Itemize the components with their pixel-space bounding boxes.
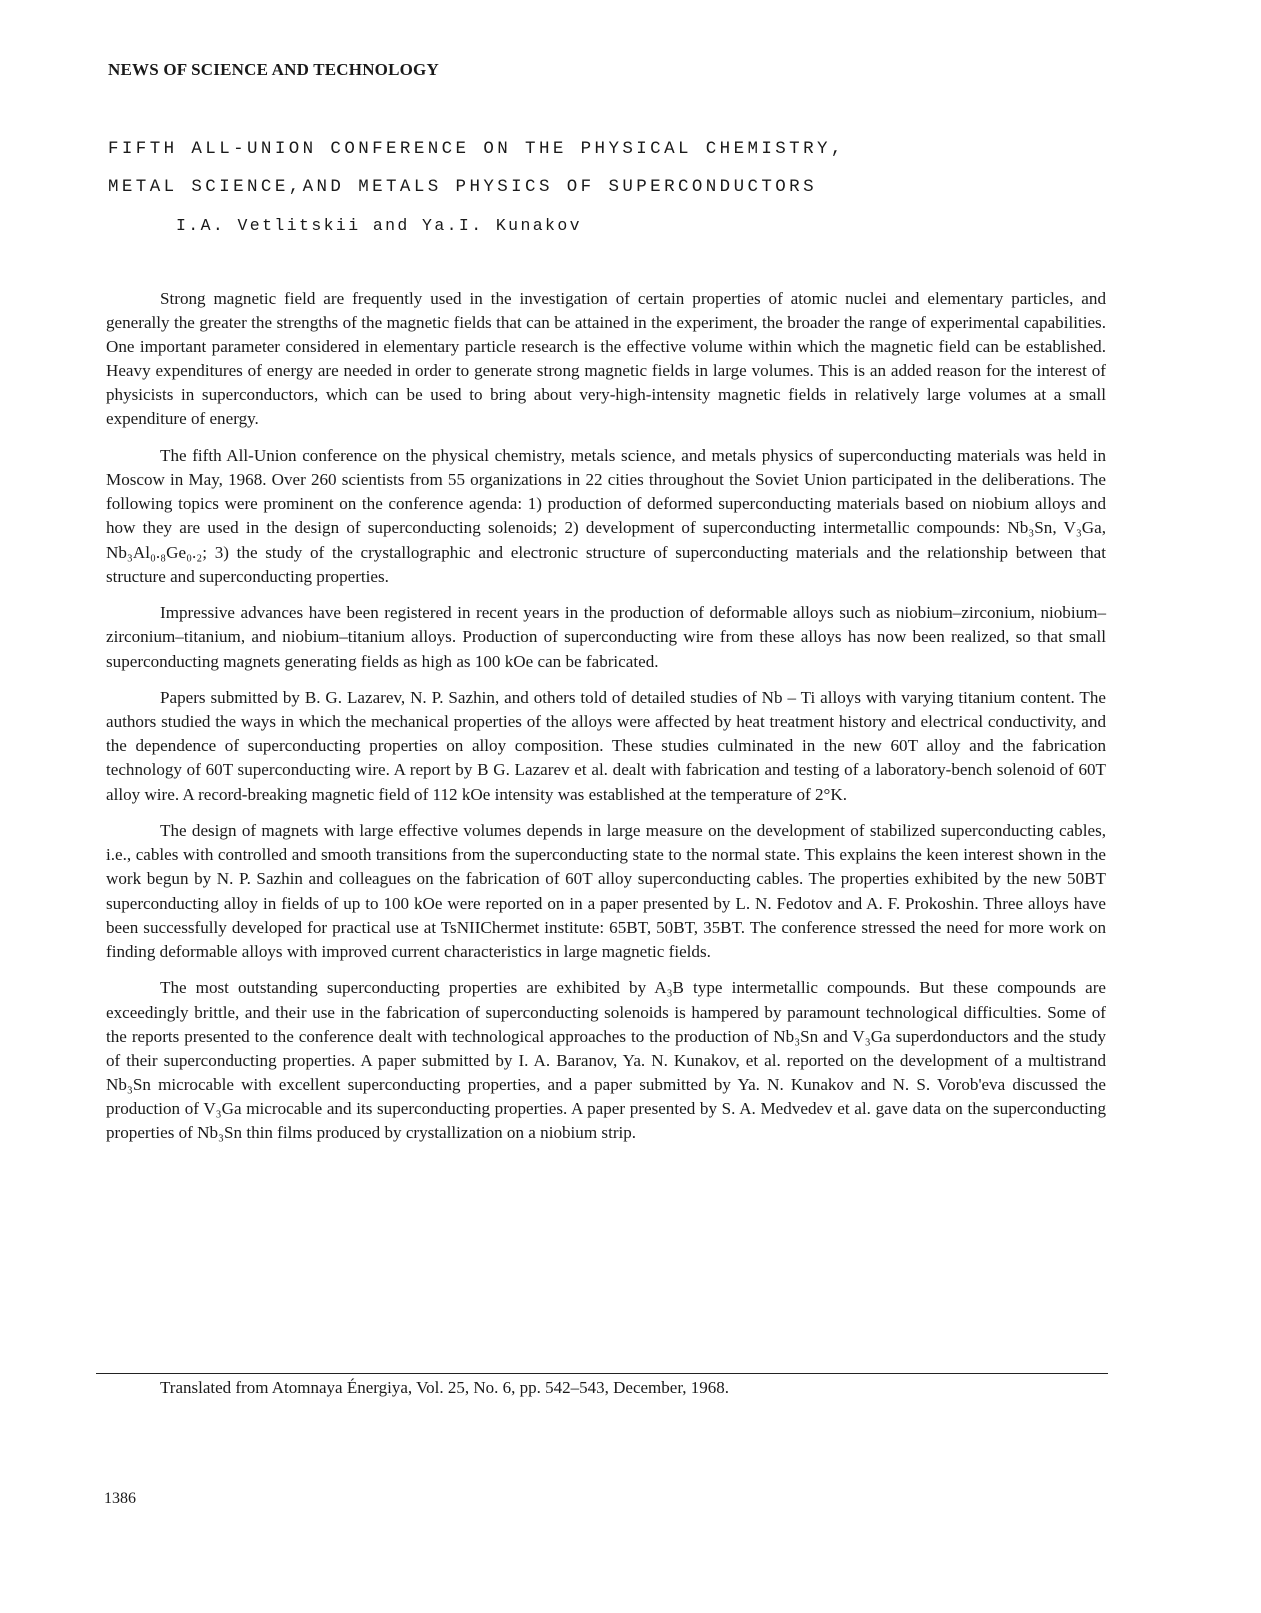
paragraph-6: The most outstanding superconducting properties are exhibited by A₃B type intermetallic compounds. But these compounds are exceedingly brittle, and their use in the fabrication of superconducting solenoids is hampered by paramount technological difficulties. Some of the reports presented to the conference dealt with technological approaches to the production of Nb₃Sn and V₃Ga superdonductors and the study of their superconducting properties. A paper submitted by I. A. Baranov, Ya. N. Kunakov, et al. reported on the development of a multistrand Nb₃Sn microcable with excellent superconducting properties, and a paper submitted by Ya. N. Kunakov and N. S. Vorob'eva discussed the production of V₃Ga microcable and its superconducting properties. A paper presented by S. A. Medvedev et al. gave data on the superconducting properties of Nb₃Sn thin films produced by crystallization on a niobium strip.: [106, 978, 1106, 1142]
paragraph-1: Strong magnetic field are frequently used in the investigation of certain properties of atomic nuclei and elementary particles, and generally the greater the strengths of the magnetic fields that can be attained in the experiment, the broader the range of experimental capabilities. One important parameter considered in elementary particle research is the effective volume within which the magnetic field can be established. Heavy expenditures of energy are needed in order to generate strong magnetic fields in large volumes. This is an added reason for the interest of physicists in superconductors, which can be used to bring about very-high-intensity magnetic fields in relatively large volumes at a small expenditure of energy.: [106, 289, 1106, 429]
article-title-line-1: FIFTH ALL-UNION CONFERENCE ON THE PHYSICAL CHEMISTRY,: [108, 139, 845, 159]
article-body: [106, 287, 1106, 1158]
page-number: 1386: [104, 1490, 136, 1507]
footnote-divider: [96, 1373, 1108, 1374]
article-title-line-2: METAL SCIENCE,AND METALS PHYSICS OF SUPERCONDUCTORS: [108, 177, 817, 197]
article-authors: I.A. Vetlitskii and Ya.I. Kunakov: [176, 216, 582, 235]
paragraph-3: Impressive advances have been registered in recent years in the production of deformable alloys such as niobium–zirconium, niobium–zirconium–titanium, and niobium–titanium alloys. Production of superconducting wire from these alloys has now been realized, so that small superconducting magnets generating fields as high as 100 kOe can be fabricated.: [106, 603, 1106, 671]
paragraph-2: The fifth All-Union conference on the physical chemistry, metals science, and metals physics of superconducting materials was held in Moscow in May, 1968. Over 260 scientists from 55 organizations in 22 cities throughout the Soviet Union participated in the deliberations. The following topics were prominent on the conference agenda: 1) production of deformed superconducting materials based on niobium alloys and how they are used in the design of superconducting solenoids; 2) development of superconducting intermetallic compounds: Nb₃Sn, V₃Ga, Nb₃Al₀.₈Ge₀.₂; 3) the study of the crystallographic and electronic structure of superconducting materials and the relationship between that structure and superconducting properties.: [106, 446, 1106, 586]
article-title: [108, 130, 1148, 206]
translation-footnote: Translated from Atomnaya Énergiya, Vol. 25, No. 6, pp. 542–543, December, 1968.: [160, 1378, 730, 1397]
section-label: NEWS OF SCIENCE AND TECHNOLOGY: [108, 60, 439, 79]
paragraph-5: The design of magnets with large effective volumes depends in large measure on the development of stabilized superconducting cables, i.e., cables with controlled and smooth transitions from the superconducting state to the normal state. This explains the keen interest shown in the work begun by N. P. Sazhin and colleagues on the fabrication of 60T alloy superconducting cables. The properties exhibited by the new 50BT superconducting alloy in fields of up to 100 kOe were reported on in a paper presented by L. N. Fedotov and A. F. Prokoshin. Three alloys have been successfully developed for practical use at TsNIIChermet institute: 65BT, 50BT, 35BT. The conference stressed the need for more work on finding deformable alloys with improved current characteristics in large magnetic fields.: [106, 821, 1106, 961]
paragraph-4: Papers submitted by B. G. Lazarev, N. P. Sazhin, and others told of detailed studies of Nb – Ti alloys with varying titanium content. The authors studied the ways in which the mechanical properties of the alloys were affected by heat treatment history and electrical conductivity, and the dependence of superconducting properties on alloy composition. These studies culminated in the new 60T alloy and the fabrication technology of 60T superconducting wire. A report by B G. Lazarev et al. dealt with fabrication and testing of a laboratory-bench solenoid of 60T alloy wire. A record-breaking magnetic field of 112 kOe intensity was established at the temperature of 2°K.: [106, 688, 1106, 804]
